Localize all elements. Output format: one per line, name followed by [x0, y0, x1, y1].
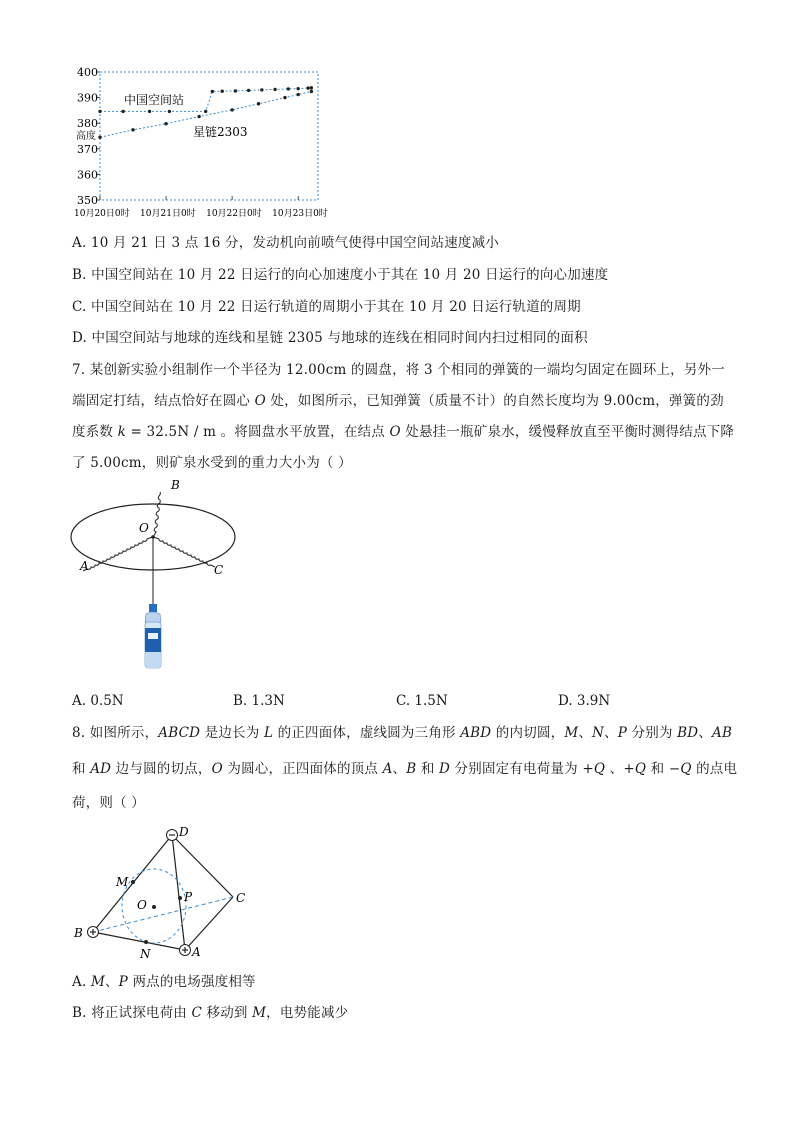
x-tick-label: 10月20日0时 [74, 209, 130, 219]
edge-dc [172, 835, 233, 897]
series-point-1 [164, 122, 167, 125]
q7-option-b[interactable]: B. 1.3N [233, 693, 285, 709]
q6-option-c[interactable]: C. 中国空间站在 10 月 22 日运行轨道的周期小于其在 10 月 20 日运行轨道的周期 [72, 299, 581, 315]
series-point-0 [287, 87, 290, 90]
charge-d-minus-icon [167, 830, 178, 841]
q6-option-b[interactable]: B. 中国空间站在 10 月 22 日运行的向心加速度小于其在 10 月 20 日运行的向心加速度 [72, 267, 609, 283]
series-point-0 [148, 110, 151, 113]
y-tick-label: 390 [77, 91, 98, 105]
label-o: O [137, 898, 147, 912]
y-tick-label: 370 [77, 142, 98, 156]
y-tick-label: 360 [77, 168, 98, 182]
point-p [178, 896, 182, 900]
series-point-0 [310, 86, 313, 89]
series-point-1 [131, 128, 134, 131]
label-c: C [236, 891, 246, 905]
charge-a-plus-icon [180, 945, 191, 956]
label-b: B [74, 926, 83, 940]
q6-option-a[interactable]: A. 10 月 21 日 3 点 16 分，发动机向前喷气使得中国空间站速度减小 [72, 235, 499, 251]
label-o: O [139, 521, 149, 535]
edge-bc [93, 897, 233, 932]
q7-stem-line2: 端固定打结，结点恰好在圆心 O 处，如图所示，已知弹簧（质量不计）的自然长度均为 9.00cm，弹簧的劲 [72, 393, 724, 409]
series-point-0 [260, 88, 263, 91]
x-tick-label: 10月22日0时 [206, 209, 262, 219]
series-point-1 [310, 90, 313, 93]
point-m [131, 880, 135, 884]
q8-option-b[interactable]: B. 将正试探电荷由 C 移动到 M，电势能减少 [72, 1005, 349, 1021]
q7-stem-line1: 7. 某创新实验小组制作一个半径为 12.00cm 的圆盘，将 3 个相同的弹簧的一端均匀固定在圆环上，另外一 [72, 362, 725, 378]
series-point-0 [211, 90, 214, 93]
series-point-0 [296, 87, 299, 90]
point-n [144, 940, 148, 944]
series-label-css: 中国空间站 [124, 93, 185, 107]
series-point-0 [247, 89, 250, 92]
series-point-0 [168, 110, 171, 113]
series-point-0 [98, 110, 101, 113]
label-m: M [116, 875, 129, 889]
charge-b-plus-icon [88, 927, 99, 938]
label-p: P [184, 890, 193, 904]
edge-ac [185, 897, 233, 950]
series-label-starlink: 星链2303 [193, 125, 248, 139]
q7-stem-line3: 度系数 k = 32.5N / m 。将圆盘水平放置，在结点 O 处悬挂一瓶矿泉水，缓慢释放直至平衡时测得结点下降 [72, 424, 735, 440]
y-tick-label: 400 [77, 66, 98, 79]
q8-option-a[interactable]: A. M、P 两点的电场强度相等 [72, 974, 256, 990]
series-point-1 [296, 93, 299, 96]
label-n: N [140, 947, 151, 961]
tetrahedron-figure [70, 824, 270, 964]
series-point-1 [197, 115, 200, 118]
point-o [152, 905, 156, 909]
label-c: C [214, 563, 224, 577]
label-a: A [192, 945, 201, 959]
series-point-0 [234, 89, 237, 92]
q6-option-d[interactable]: D. 中国空间站与地球的连线和星链 2305 与地球的连线在相同时间内扫过相同的面积 [72, 330, 588, 346]
spring-ob [153, 492, 160, 537]
label-b: B [171, 478, 180, 492]
x-tick-label: 10月21日0时 [140, 209, 196, 219]
edge-ba [93, 932, 185, 950]
y-axis-label: 高度 [76, 131, 96, 142]
series-point-1 [283, 96, 286, 99]
q8-stem-line1: 8. 如图所示，ABCD 是边长为 L 的正四面体，虚线圆为三角形 ABD 的内切圆，M、N、P 分别为 BD、AB [72, 725, 733, 741]
spring-oa [83, 537, 153, 571]
series-point-0 [204, 110, 207, 113]
y-tick-label: 350 [77, 194, 98, 207]
q7-option-c[interactable]: C. 1.5N [396, 693, 448, 709]
series-point-0 [306, 86, 309, 89]
series-point-1 [257, 102, 260, 105]
y-tick-label: 380 [77, 117, 98, 131]
series-point-1 [98, 136, 101, 139]
series-point-1 [230, 108, 233, 111]
x-tick-label: 10月23日0时 [272, 209, 328, 219]
q8-stem-line3: 荷，则（ ） [72, 795, 145, 811]
q7-stem-line4: 了 5.00cm，则矿泉水受到的重力大小为（ ） [72, 455, 352, 471]
spring-disc-figure [66, 478, 306, 678]
series-point-0 [273, 88, 276, 91]
series-point-0 [221, 90, 224, 93]
water-bottle-icon [145, 604, 161, 668]
label-d: D [179, 825, 189, 839]
series-point-0 [121, 110, 124, 113]
knot-o [151, 535, 155, 539]
q8-stem-line2: 和 AD 边与圆的切点，O 为圆心，正四面体的顶点 A、B 和 D 分别固定有电荷量为 +Q 、+Q 和 −Q 的点电 [72, 761, 738, 777]
label-a: A [80, 559, 89, 573]
q7-option-a[interactable]: A. 0.5N [72, 693, 124, 709]
q7-option-d[interactable]: D. 3.9N [558, 693, 611, 709]
